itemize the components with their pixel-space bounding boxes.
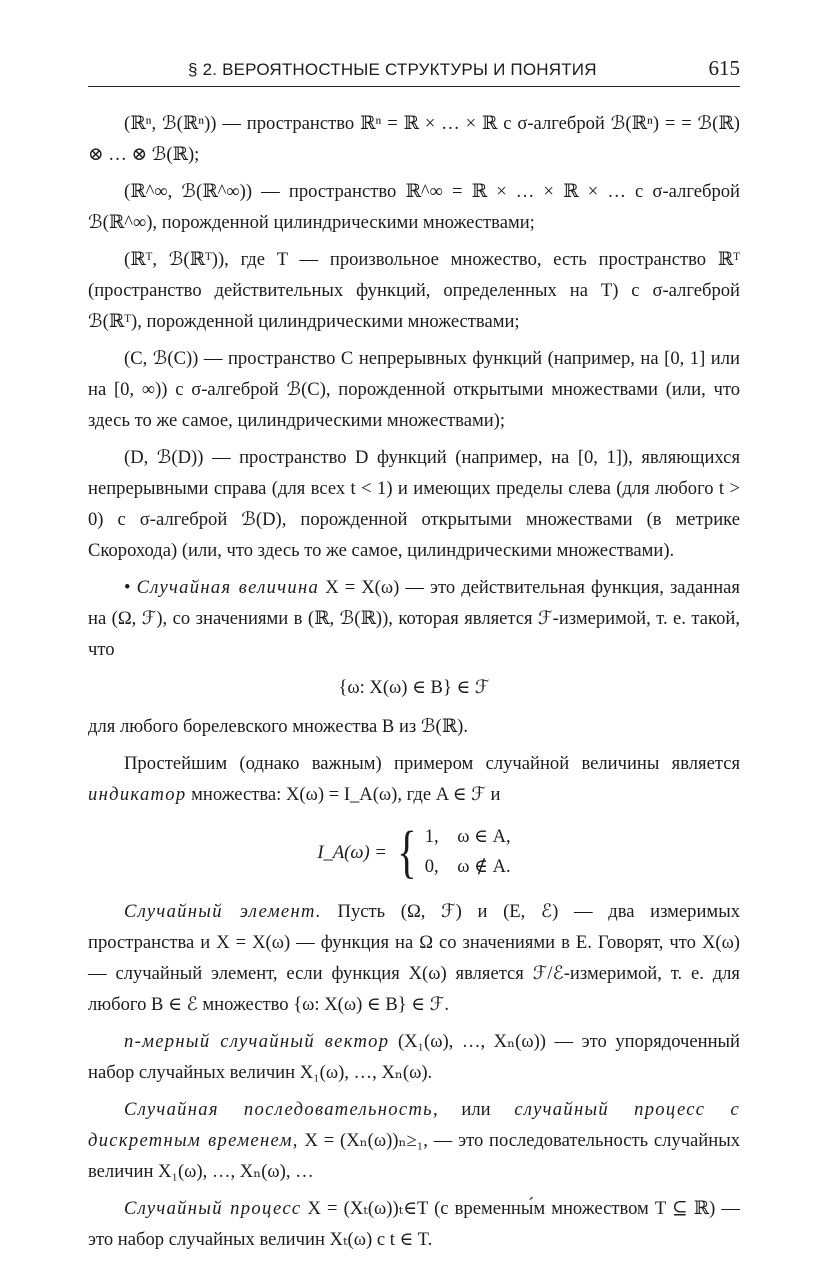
paragraph-random-element bbox=[88, 896, 740, 1020]
indicator-intro: Простейшим (однако важным) примером случайной величины является bbox=[124, 753, 740, 774]
paragraph-c-space: (C, ℬ(C)) — пространство C непрерывных функций (например, на [0, 1] или на [0, ∞)) с σ-алгеброй ℬ(C), порожденной открытыми множествами (или, что здесь то же самое, цилиндрическими множествами); bbox=[88, 348, 740, 431]
random-element-definition: Пусть (Ω, ℱ) и (E, ℰ) — два измеримых пространства и X = X(ω) — функция на Ω со значениями в E. Говорят, что X(ω) — случайный элемент, если функция X(ω) является ℱ/ℰ-измеримой, т. е. для любого B ∈ ℰ множество {ω: X(ω) ∈ B} ∈ ℱ. bbox=[88, 901, 740, 1015]
formula-indicator-cases bbox=[88, 819, 740, 884]
random-vector-definition: (X₁(ω), …, Xₙ(ω)) — это упорядоченный набор случайных величин X₁(ω), …, Xₙ(ω). bbox=[88, 1031, 740, 1083]
paragraph-random-vector bbox=[88, 1026, 740, 1088]
paragraph-random-process bbox=[88, 1193, 740, 1255]
formula-indicator-rows bbox=[425, 822, 511, 882]
formula-indicator-lhs: I_A(ω) = bbox=[317, 841, 387, 863]
random-sequence-connector: , или bbox=[432, 1099, 491, 1120]
left-brace-icon: { bbox=[397, 819, 417, 884]
paragraph-random-sequence bbox=[88, 1094, 740, 1187]
random-variable-definition: X = X(ω) — это действительная функция, заданная на (Ω, ℱ), со значениями в (ℝ, ℬ(ℝ)), которая является ℱ-измеримой, т. е. такой, что bbox=[88, 577, 740, 660]
random-process-definition: X = (Xₜ(ω))ₜ∈T (с временны́м множеством T ⊆ ℝ) — это набор случайных величин Xₜ(ω) с t ∈ T. bbox=[88, 1198, 740, 1250]
random-sequence-definition: X = (Xₙ(ω))ₙ≥₁, — это последовательность случайных величин X₁(ω), …, Xₙ(ω), … bbox=[88, 1130, 740, 1182]
term-random-sequence: Случайная последовательность bbox=[124, 1099, 433, 1120]
paragraph-borel-set: для любого борелевского множества B из ℬ(ℝ). bbox=[88, 716, 469, 737]
paragraph-rn-space: (ℝⁿ, ℬ(ℝⁿ)) — пространство ℝⁿ = ℝ × … × ℝ с σ-алгеброй ℬ(ℝⁿ) = = ℬ(ℝ) ⊗ … ⊗ ℬ(ℝ); bbox=[88, 113, 740, 165]
bullet-icon: • bbox=[124, 577, 131, 598]
term-random-vector: n-мерный случайный вектор bbox=[124, 1031, 390, 1052]
term-random-variable: Случайная величина bbox=[136, 577, 320, 598]
paragraph-d-space: (D, ℬ(D)) — пространство D функций (например, на [0, 1]), являющихся непрерывными справа (для всех t < 1) и имеющих пределы слева (для любого t > 0) с σ-алгеброй ℬ(D), порожденной открытыми множествами (в метрике Скорохода) (или, что здесь то же самое, цилиндрическими множествами). bbox=[88, 447, 740, 561]
page-body bbox=[88, 108, 740, 1261]
page-header bbox=[88, 56, 740, 87]
term-discrete-time-process: случайный процесс с дискретным временем, bbox=[88, 1099, 740, 1151]
running-head: § 2. ВЕРОЯТНОСТНЫЕ СТРУКТУРЫ И ПОНЯТИЯ bbox=[188, 60, 597, 79]
paragraph-indicator bbox=[88, 748, 740, 810]
formula-indicator-row-1: 1, ω ∈ A, bbox=[424, 826, 511, 847]
indicator-definition: множества: X(ω) = I_A(ω), где A ∈ ℱ и bbox=[191, 784, 501, 805]
paragraph-r-infinity-space: (ℝ^∞, ℬ(ℝ^∞)) — пространство ℝ^∞ = ℝ × … × ℝ × … с σ-алгеброй ℬ(ℝ^∞), порожденной цилиндрическими множествами; bbox=[88, 181, 740, 233]
paragraph-random-variable bbox=[88, 572, 740, 665]
term-indicator: индикатор bbox=[88, 784, 187, 805]
formula-measurability: {ω: X(ω) ∈ B} ∈ ℱ bbox=[338, 677, 490, 698]
term-random-element: Случайный элемент. bbox=[124, 901, 322, 922]
page-number: 615 bbox=[708, 56, 740, 80]
formula-indicator-row-2: 0, ω ∉ A. bbox=[424, 856, 511, 877]
term-random-process: Случайный процесс bbox=[124, 1198, 302, 1219]
paragraph-rt-space: (ℝᵀ, ℬ(ℝᵀ)), где T — произвольное множество, есть пространство ℝᵀ (пространство действительных функций, определенных на T) с σ-алгеброй ℬ(ℝᵀ), порожденной цилиндрическими множествами; bbox=[88, 249, 740, 332]
